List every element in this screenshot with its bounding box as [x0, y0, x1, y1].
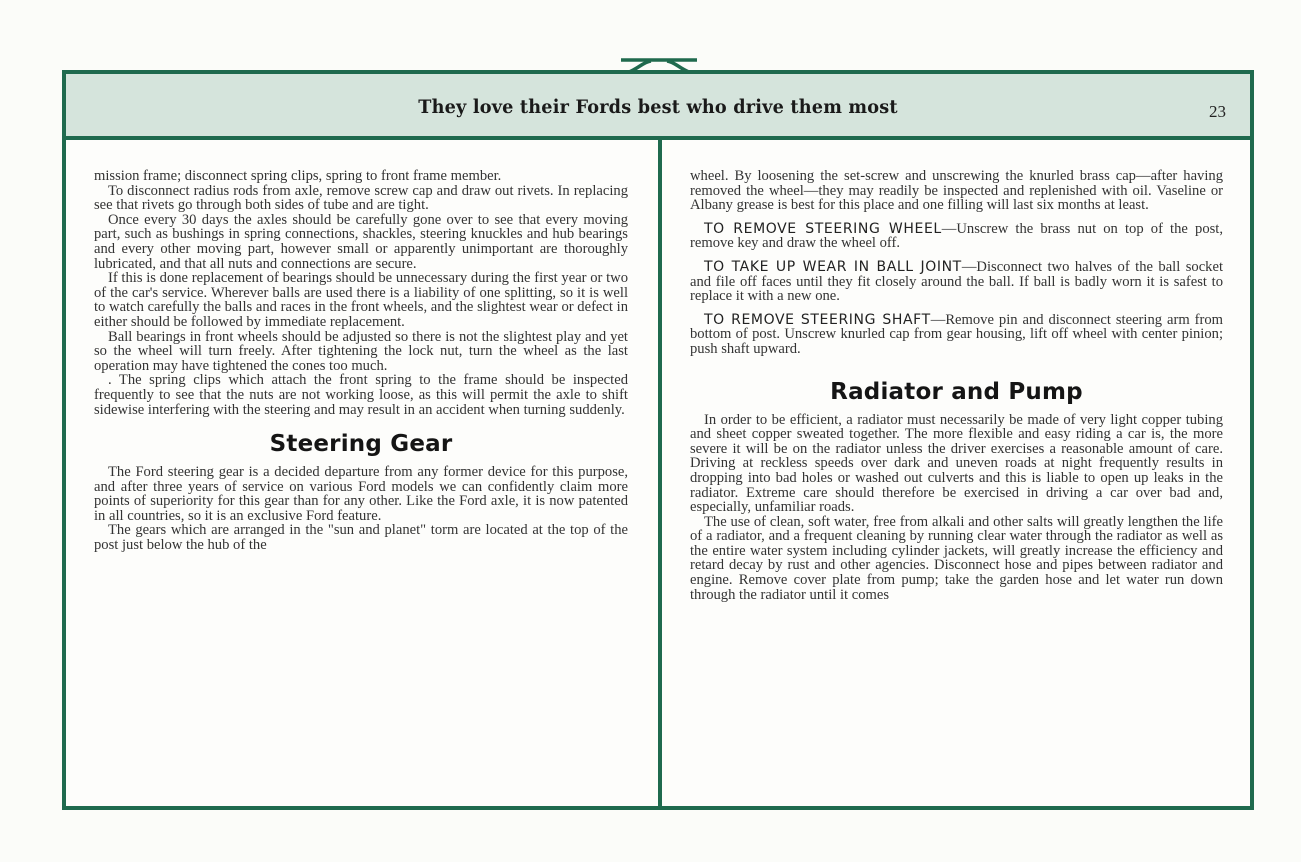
instruction-text: —Unscrew the brass nut on top of the post, remove key and draw the wheel off. [690, 220, 1223, 252]
instruction-lead: TO REMOVE STEERING WHEEL [704, 220, 942, 237]
running-header-title: They love their Fords best who drive them most [418, 96, 898, 118]
paragraph: The gears which are arranged in the "sun and planet" torm are located at the top of the post just below the hub of the [94, 522, 628, 554]
paragraph: . The spring clips which attach the front spring to the frame should be inspected frequently to see that the nuts are not working loose, as this will permit the axle to shift sidewise interfering with the steering and may result in an accident when turning suddenly. [94, 372, 628, 418]
paragraph: Once every 30 days the axles should be carefully gone over to see that every moving part, such as bushings in spring connections, shackles, steering knuckles and hub bearings and every other moving part, however small or apparently unimportant are thoroughly lubricated, and that all nuts and connections are secure. [94, 211, 628, 272]
paragraph: If this is done replacement of bearings should be unnecessary during the first year or two of the car's service. Wherever balls are used there is a liability of one splitting, so it is well to watch carefully the balls and races in the front wheels, and the slightest wear or defect in either should be followed by immediate replacement. [94, 270, 628, 330]
instruction-remove-steering-shaft [690, 313, 1223, 357]
instruction-ball-joint [690, 260, 1223, 304]
instruction-text: —Remove pin and disconnect steering arm from bottom of post. Unscrew knurled cap from gear housing, lift off wheel with center pinion; push shaft upward. [690, 311, 1223, 357]
paragraph: The use of clean, soft water, free from alkali and other salts will greatly lengthen the life of a radiator, and a frequent cleaning by running clear water through the radiator as well as the entire water system including cylinder jackets, will greatly increase the efficiency and retard decay by rust and other agencies. Disconnect hose and pipes between radiator and engine. Remove cover plate from pump; take the garden hose and let water run down through the radiator until it comes [690, 513, 1223, 603]
paragraph: In order to be efficient, a radiator must necessarily be made of very light copper tubing and sheet copper sweated together. The more flexible and easy riding a car is, the more severe it will be on the radiator unless the driver exercises a reasonable amount of care. Driving at reckless speeds over dark and uneven roads at night frequently results in dropping into bad holes or washed out culverts and this is liable to open up leaks in the radiator. Extreme care should therefore be exercised in driving a car over bad and, especially, unfamiliar roads. [690, 411, 1223, 516]
paragraph: wheel. By loosening the set-screw and unscrewing the knurled brass cap—after having removed the wheel—they may readily be inspected and replenished with oil. Vaseline or Albany grease is best for this place and one filling will last six months at least. [690, 168, 1223, 214]
instruction-text: —Disconnect two halves of the ball socket and file off faces until they fit closely around the ball. If ball is badly worn it is safest to replace it with a new one. [690, 258, 1223, 305]
section-heading-radiator-and-pump: Radiator and Pump [830, 378, 1083, 405]
section-heading-steering-gear: Steering Gear [269, 431, 453, 458]
column-divider [658, 140, 662, 810]
instruction-lead: TO REMOVE STEERING SHAFT [704, 311, 931, 328]
page-number: 23 [1209, 102, 1226, 121]
paragraph: The Ford steering gear is a decided departure from any former device for this purpose, and after three years of service on various Ford models we can confidently claim more points of superiority for this gear than for any other. Like the Ford axle, it is now patented in all countries, so it is an exclusive Ford feature. [94, 464, 628, 524]
right-column [690, 169, 1223, 602]
paragraph: mission frame; disconnect spring clips, spring to front frame member. [94, 168, 502, 184]
page-frame [62, 70, 1254, 810]
instruction-lead: TO TAKE UP WEAR IN BALL JOINT [704, 258, 962, 275]
instruction-remove-steering-wheel [690, 222, 1223, 251]
running-header [66, 74, 1250, 140]
paragraph: To disconnect radius rods from axle, remove screw cap and draw out rivets. In replacing see that rivets go through both sides of tube and are tight. [94, 182, 628, 214]
left-column [94, 169, 628, 553]
paragraph: Ball bearings in front wheels should be adjusted so there is not the slightest play and yet so the wheel will turn freely. After tightening the lock nut, turn the wheel as the last operation may have tightened the cones too much. [94, 328, 628, 374]
